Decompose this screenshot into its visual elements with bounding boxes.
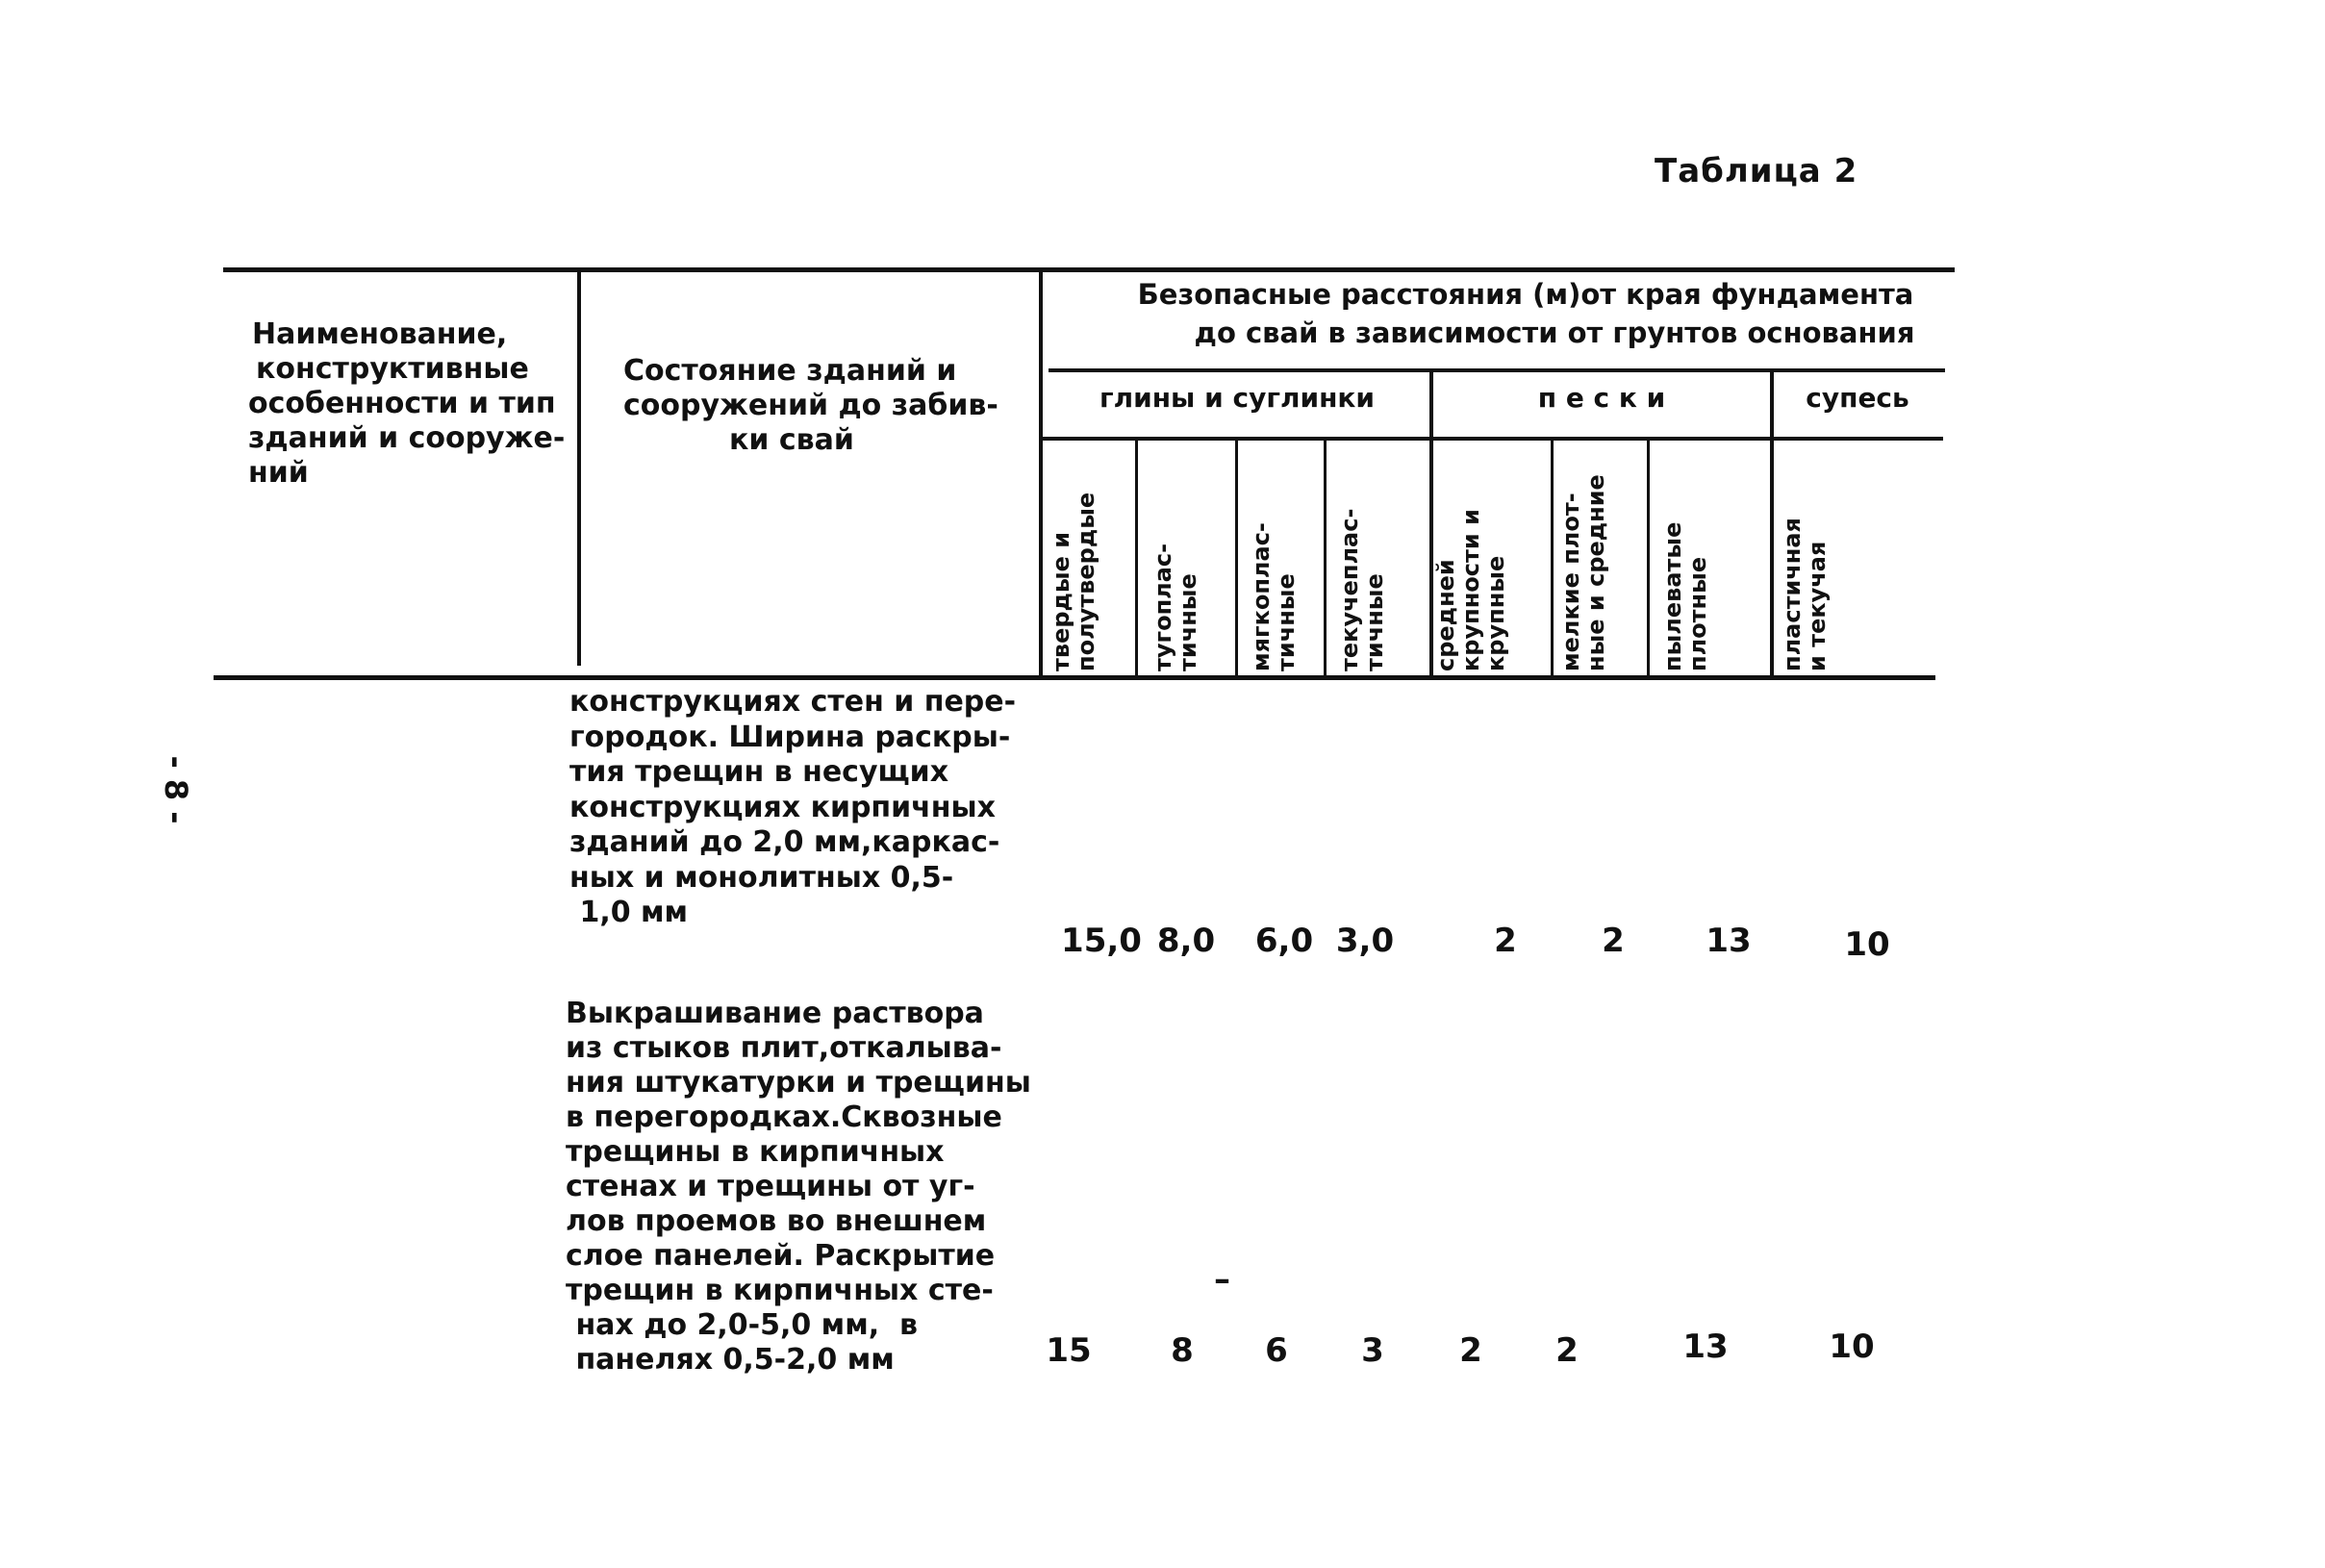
row1-condition: конструкциях стен и пере- городок. Ширина раскры- тия трещин в несущих конструкциях кирпичных зданий до 2,0 мм,каркас- ных и монолитных 0,5- 1,0 мм — [569, 685, 1017, 929]
row2-value: 6 — [1265, 1331, 1288, 1370]
page-number-text: - 8 - — [158, 755, 194, 824]
header-col1-line: особенности и тип — [248, 387, 556, 420]
header-col2-line: Состояние зданий и — [623, 354, 957, 388]
row2-value: 3 — [1361, 1331, 1384, 1370]
subcol-divider-2 — [1235, 439, 1238, 679]
row1-value: 3,0 — [1335, 922, 1395, 960]
row1-value: 6,0 — [1254, 922, 1314, 960]
row2-value: 15 — [1046, 1331, 1092, 1370]
subcol-header-6: мелкие плот- ные и средние — [1557, 474, 1609, 671]
subcol-divider-3 — [1324, 439, 1327, 679]
subcol-header-1: твердые и полутвердые — [1048, 492, 1099, 671]
group-sand: п е с к и — [1537, 382, 1666, 414]
header-col1-line: Наименование, — [252, 317, 508, 351]
subcol-divider-6 — [1647, 439, 1650, 679]
subcol-header-3: мягкоплас- тичные — [1248, 522, 1300, 671]
subcols-top-rule — [1041, 437, 1943, 441]
group-clay: глины и суглинки — [1099, 382, 1376, 414]
subcol-header-5: средней крупности и крупные — [1432, 509, 1509, 671]
subcol-divider-1 — [1135, 439, 1138, 679]
row2-value: 2 — [1555, 1331, 1579, 1370]
table-top-rule — [223, 267, 1955, 272]
row1-value: 10 — [1844, 925, 1890, 964]
subcol-header-4: текучеплас- тичные — [1336, 508, 1388, 671]
col2-divider — [1039, 271, 1043, 675]
groups-top-rule — [1049, 368, 1945, 372]
subcol-header-8: пластичная и текучая — [1779, 518, 1831, 671]
row2-dash-mark: – — [1214, 1260, 1230, 1299]
header-safe-distance — [1045, 275, 1949, 352]
row1-value: 13 — [1706, 922, 1752, 960]
row2-value: 13 — [1682, 1328, 1729, 1366]
col1-divider — [577, 271, 581, 666]
header-col1-line: ний — [248, 456, 309, 490]
row2-condition: Выкрашивание раствора из стыков плит,откалыва- ния штукатурки и трещины в перегородках.Сквозные трещины в кирпичных стенах и трещины от уг- лов проемов во внешнем слое панелей. Раскрытие трещин в кирпичных сте- нах до 2,0-5,0 мм, в панелях 0,5-2,0 мм — [566, 997, 1031, 1377]
table-header-bottom-rule — [214, 675, 1935, 680]
subcol-divider-5 — [1551, 439, 1554, 679]
header-col1 — [248, 317, 566, 491]
row1-value: 2 — [1602, 922, 1625, 960]
header-col2-line: ки свай — [729, 423, 854, 457]
table-title: Таблица 2 — [1655, 152, 1858, 190]
header-col2-line: сооружений до забив- — [623, 389, 998, 422]
subcol-header-7: пылеватые плотные — [1659, 521, 1711, 671]
page-number — [158, 712, 194, 824]
row1-value: 15,0 — [1061, 922, 1142, 960]
group-sandy-loam: супесь — [1806, 382, 1909, 414]
header-col2 — [623, 354, 1027, 458]
row1-value: 8,0 — [1156, 922, 1216, 960]
sand-sandyloam-divider — [1770, 370, 1774, 680]
header-col1-line: зданий и сооруже- — [248, 421, 566, 455]
row2-value: 8 — [1171, 1331, 1194, 1370]
header-safe-distance-line: Безопасные расстояния (м)от края фундамента — [1137, 278, 1914, 311]
header-safe-distance-line: до свай в зависимости от грунтов основания — [1194, 316, 1915, 349]
row2-value: 10 — [1829, 1328, 1875, 1366]
subcol-header-2: тугоплас- тичные — [1150, 543, 1201, 671]
row2-value: 2 — [1459, 1331, 1482, 1370]
header-col1-line: конструктивные — [256, 352, 529, 386]
row1-value: 2 — [1494, 922, 1517, 960]
